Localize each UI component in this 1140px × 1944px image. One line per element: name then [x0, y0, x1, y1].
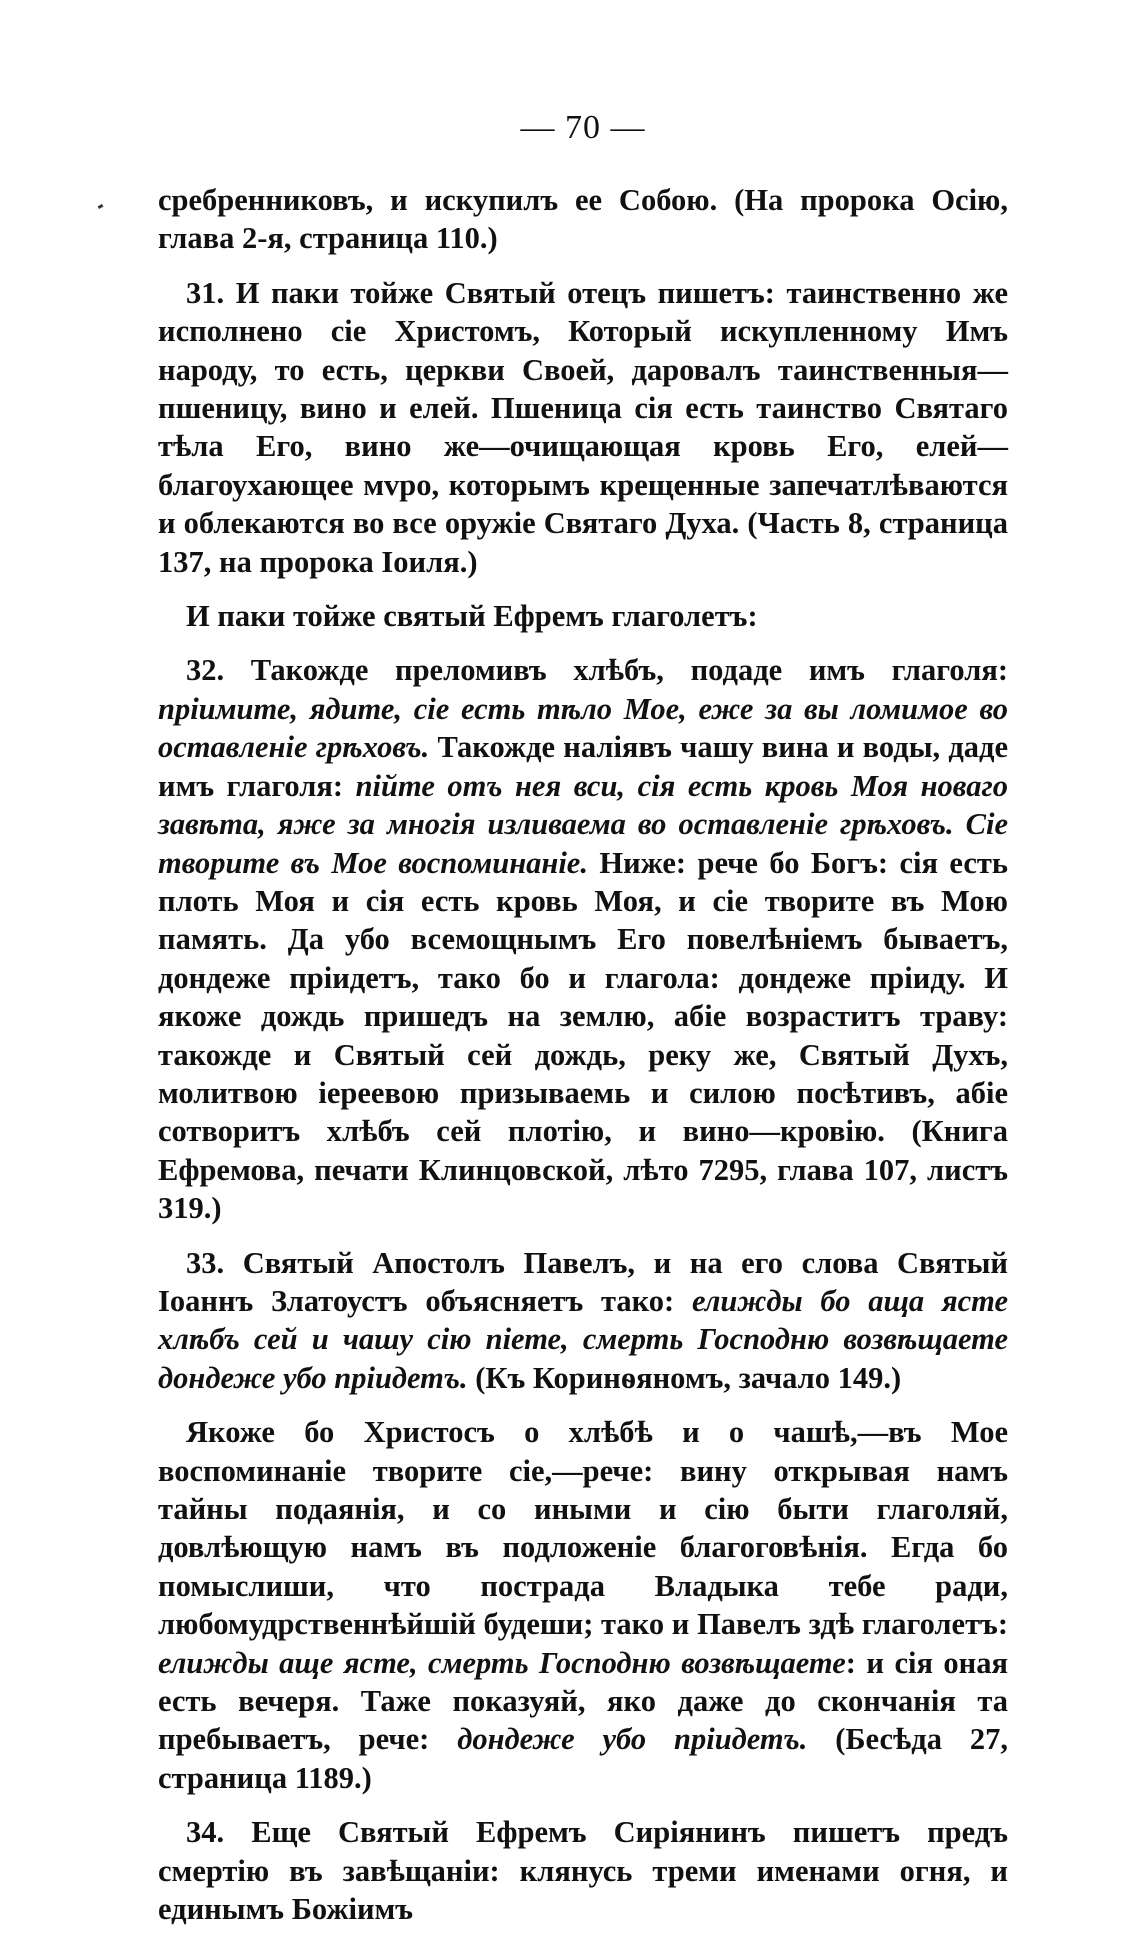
text-run: 33. Святый Апостолъ Павелъ, и на его слова Святый Іоаннъ Златоустъ объясняетъ тако:: [158, 1245, 1008, 1318]
text-run: сребренниковъ, и искупилъ ее Собою. (На пророка Осію, глава 2-я, страница 110.): [158, 183, 1008, 256]
italic-quote: елижды аще ясте, смерть Господню возвѣщаете: [158, 1645, 846, 1680]
text-run: Такожде наліявъ чашу вина и воды, даде имъ глаголя:: [158, 730, 1008, 803]
text-run: 34. Еще Святый Ефремъ Сиріянинъ пишетъ предъ смертію въ завѣщаніи: клянусь треми именами огня, и единымъ Божіимъ: [158, 1815, 1008, 1927]
paragraph-p0: [158, 181, 1008, 258]
paragraph-p31: [158, 274, 1008, 581]
italic-quote: дондеже убо пріидетъ.: [457, 1722, 808, 1757]
paragraph-pYak: [158, 1413, 1008, 1797]
text-run: И паки тойже святый Ефремъ глаголетъ:: [186, 599, 758, 634]
italic-quote: елижды бо аща ясте хлѣбъ сей и чашу сію піете, смерть Господню возвѣщаете дондеже убо пріидетъ.: [158, 1283, 1008, 1395]
scan-speck: [98, 204, 104, 209]
italic-quote: пійте отъ нея вси, сія есть кровь Моя новаго завѣта, яже за многія изливаема во оставленіе грѣховъ. Сіе творите въ Мое воспоминаніе.: [158, 768, 1008, 880]
text-run: 31. И паки тойже Святый отецъ пишетъ: таинственно же исполнено сіе Христомъ, Который искупленному Имъ народу, то есть, церкви Своей, даровалъ таинственныя—пшеницу, вино и елей. Пшеница сія есть таинство Святаго тѣла Его, вино же—очищающая кровь Его, елей—благоухающее мvро, которымъ крещенные запечатлѣваются и облекаются во все оружіе Святаго Духа. (Часть 8, страница 137, на пророка Іоиля.): [158, 275, 1008, 579]
paragraph-pEph: [158, 597, 1008, 635]
italic-quote: пріимите, ядите, сіе есть тѣло Мое, еже за вы ломимое во оставленіе грѣховъ.: [158, 691, 1008, 765]
paragraph-p32: [158, 651, 1008, 1227]
page-number: — 70 —: [520, 109, 646, 146]
paragraph-p33: [158, 1244, 1008, 1398]
text-run: Якоже бо Христосъ о хлѣбѣ и о чашѣ,—въ Мое воспоминаніе творите сіе,—рече: вину открывая намъ тайны подаянія, и со иными и сію быти глаголяй, довлѣющую намъ въ подложеніе благоговѣнія. Егда бо помыслиши, что пострада Владыка тебе ради, любомудрственнѣйшій будеши; тако и Павелъ здѣ глаголетъ:: [158, 1415, 1008, 1642]
text-run: (Бесѣда 27, страница 1189.): [158, 1722, 1009, 1795]
body-text: [158, 181, 1008, 1944]
text-run: 32. Такожде преломивъ хлѣбъ, подаде имъ глаголя:: [186, 653, 1008, 688]
text-run: : и сія оная есть вечеря. Таже показуяй, яко даже до скончанія та пребываетъ, рече:: [158, 1645, 1008, 1757]
text-run: (Къ Коринѳяномъ, зачало 149.): [467, 1360, 902, 1395]
paragraph-p34: [158, 1813, 1008, 1928]
text-run: Ниже: рече бо Богъ: сія есть плоть Моя и сія есть кровь Моя, и сіе творите въ Мою память. Да убо всемощнымъ Его повелѣніемъ бываетъ, дондеже пріидетъ, тако бо и глагола: дондеже пріиду. И якоже дождь пришедъ на землю, абіе возраститъ траву: такожде и Святый сей дождь, реку же, Святый Духъ, молитвою іереевою призываемь и силою посѣтивъ, абіе сотворитъ хлѣбъ сей плотію, и вино—кровію. (Книга Ефремова, печати Клинцовской, лѣто 7295, глава 107, листъ 319.): [158, 845, 1008, 1226]
